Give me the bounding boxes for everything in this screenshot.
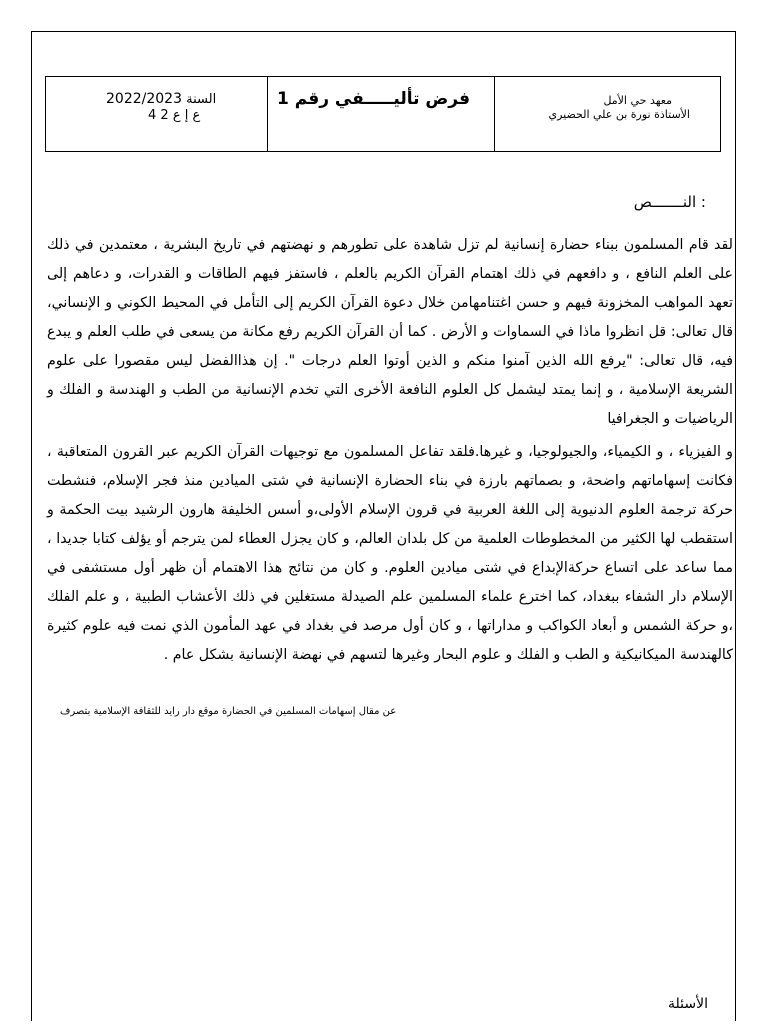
school-name: معهد حي الأمل	[603, 94, 672, 107]
year-value: 2022/2023	[106, 91, 182, 107]
class-label: ع إ ع 2 4	[148, 108, 201, 123]
text-heading: : النـــــــص	[633, 193, 706, 211]
paragraph-1: لقد قام المسلمون ببناء حضارة إنسانية لم تزل شاهدة على تطورهم و نهضتهم في تاريخ البشرية ، معتمدين في ذلك على العلم النافع ، و دافعهم في ذلك اهتمام القرآن الكريم بالعلم ، فاستفز فيهم الطاقات و القدرات، و دعاهم إلى تعهد المواهب المخزونة فيهم و حسن اغتنامهامن خلال دعوة القرآن الكريم إلى التأمل في المحيط الكوني و الإنساني، قال تعالى: قل انظروا ماذا في السماوات و الأرض . كما أن القرآن الكريم رفع مكانة من يسعى في طلب العلم و يبدع فيه، قال تعالى: "يرفع الله الذين آمنوا منكم و الذين أوتوا العلم درجات ". إن هذاالفضل ليس مقصورا على علوم الشريعة الإسلامية ، و إنما يمتد ليشمل كل العلوم النافعة الأخرى التي تخدم الإنسانية من الطب و الهندسة و الفلك و الرياضيات و الجغرافيا	[47, 237, 733, 427]
header-title-cell	[268, 77, 495, 151]
header-school-cell	[495, 77, 720, 151]
questions-heading: الأسئلة	[668, 996, 708, 1012]
paragraph-2: و الفيزياء ، و الكيمياء، والجيولوجيا، و غيرها.فلقد تفاعل المسلمون مع توجيهات القرآن الكريم عبر القرون المتعاقبة ، فكانت إسهاماتهم واضحة، و بصماتهم بارزة في بناء الحضارة الإنسانية في شتى الميادين منذ فجر الإسلام، فنشطت حركة ترجمة العلوم الدنيوية إلى اللغة العربية في قرون الإسلام الأولى،و أسس الخليفة هارون الرشيد بيت الحكمة و استقطب لها الكثير من المخطوطات العلمية من كل بلدان العالم، و كان يجزل العطاء لمن يترجم أو يؤلف كتابا جديدا ، مما ساعد على اتساع حركةالإبداع في شتى ميادين العلوم. و كان من نتائج هذا الاهتمام أن ظهر أول مستشفى في الإسلام دار الشفاء ببغداد، كما اخترع علماء المسلمين علم الصيدلة مستغلين في ذلك الأعشاب الطبية ، و علم الفلك ،و حركة الشمس و أبعاد الكواكب و مداراتها ، و كان أول مرصد في بغداد في عهد المأمون الذي نمت فيه علوم كثيرة كالهندسة الميكانيكية و الطب و الفلك و علوم البحار وغيرها لتسهم في نهضة الإنسانية بشكل عام .	[47, 444, 733, 663]
source-citation: عن مقال إسهامات المسلمين في الحضارة موقع دار رايد للثقافة الإسلامية بتصرف	[60, 706, 397, 717]
teacher-name: الأستاذة نورة بن علي الحضيري	[548, 108, 690, 121]
header-table	[45, 76, 721, 152]
exam-title: فرض تأليـــــفي رقم 1	[277, 89, 470, 109]
year-label: السنة	[186, 92, 217, 107]
year-row	[106, 91, 216, 107]
header-year-cell	[46, 77, 268, 151]
